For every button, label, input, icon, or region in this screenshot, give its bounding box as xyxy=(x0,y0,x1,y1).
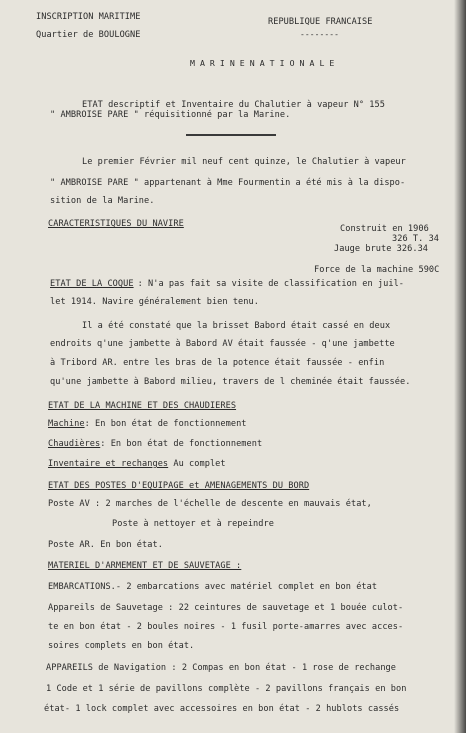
machine-label: Machine xyxy=(48,419,85,429)
poste-av-line-1: Poste AV : 2 marches de l'échelle de descente en mauvais état, xyxy=(48,499,372,509)
title-line-2: " AMBROISE PARE " réquisitionné par la Marine. xyxy=(50,110,291,120)
coque-line-5: à Tribord AR. entre les bras de la potence était faussée - enfin xyxy=(50,358,385,368)
header-rule: -------- xyxy=(300,30,339,39)
header-republique: REPUBLIQUE FRANCAISE xyxy=(268,17,373,27)
machine-status: : En bon état de fonctionnement xyxy=(84,419,247,429)
intro-line-1: Le premier Février mil neuf cent quinze, le Chalutier à vapeur xyxy=(82,157,406,167)
navigation-line-2: 1 Code et 1 série de pavillons complète - 2 pavillons français en bon xyxy=(46,684,407,694)
machine-heading: ETAT DE LA MACHINE ET DES CHAUDIERES xyxy=(48,401,237,411)
postes-heading: ETAT DES POSTES D'EQUIPAGE et AMENAGEMENTS DU BORD xyxy=(48,481,310,491)
header-marine-nationale: M A R I N E N A T I O N A L E xyxy=(190,58,335,68)
built-year: Construit en 1906 xyxy=(340,224,429,234)
jauge-brute: Jauge brute 326.34 xyxy=(334,244,429,254)
sauvetage-line-1: Appareils de Sauvetage : 22 ceintures de sauvetage et 1 bouée culot- xyxy=(48,603,404,613)
coque-heading: ETAT DE LA COQUE xyxy=(50,279,134,289)
poste-ar-line: Poste AR. En bon état. xyxy=(48,540,163,550)
characteristics-heading: CARACTERISTIQUES DU NAVIRE xyxy=(48,219,184,229)
coque-line-4: endroits q'une jambette à Babord AV était faussée - q'une jambette xyxy=(50,339,395,349)
coque-line-2: let 1914. Navire généralement bien tenu. xyxy=(50,297,259,307)
chaudieres-status: : En bon état de fonctionnement xyxy=(100,439,263,449)
inventaire-status: Au complet xyxy=(168,459,226,469)
tonnage-net: 326 T. 34 xyxy=(392,234,440,244)
sauvetage-line-3: soires complets en bon état. xyxy=(48,641,195,651)
chaudieres-label: Chaudières xyxy=(48,439,101,449)
armement-heading: MATERIEL D'ARMEMENT ET DE SAUVETAGE : xyxy=(48,561,242,571)
force-machine: Force de la machine 590C xyxy=(314,265,440,275)
navigation-line-1: APPAREILS de Navigation : 2 Compas en bon état - 1 rose de rechange xyxy=(46,663,396,673)
intro-line-2: " AMBROISE PARE " appartenant à Mme Fourmentin a été mis à la dispo- xyxy=(50,178,406,188)
coque-line-1: : N'a pas fait sa visite de classification en juil- xyxy=(137,279,405,289)
title-divider xyxy=(186,134,276,136)
navigation-line-3: état- 1 lock complet avec accessoires en bon état - 2 hublots cassés xyxy=(44,704,400,714)
sauvetage-line-2: te en bon état - 2 boules noires - 1 fusil porte-amarres avec acces- xyxy=(48,622,404,632)
title-line-1: ETAT descriptif et Inventaire du Chalutier à vapeur N° 155 xyxy=(82,100,385,110)
coque-line-3: Il a été constaté que la brisset Babord était cassé en deux xyxy=(82,321,391,331)
embarcations-line: EMBARCATIONS.- 2 embarcations avec matériel complet en bon état xyxy=(48,582,378,592)
coque-line-6: qu'une jambette à Babord milieu, travers de l cheminée était faussée. xyxy=(50,377,411,387)
intro-line-3: sition de la Marine. xyxy=(50,196,155,206)
header-inscription: INSCRIPTION MARITIME xyxy=(36,12,141,22)
inventaire-label: Inventaire et rechanges xyxy=(48,459,169,469)
header-quartier: Quartier de BOULOGNE xyxy=(36,30,141,40)
poste-av-line-2: Poste à nettoyer et à repeindre xyxy=(112,519,274,529)
